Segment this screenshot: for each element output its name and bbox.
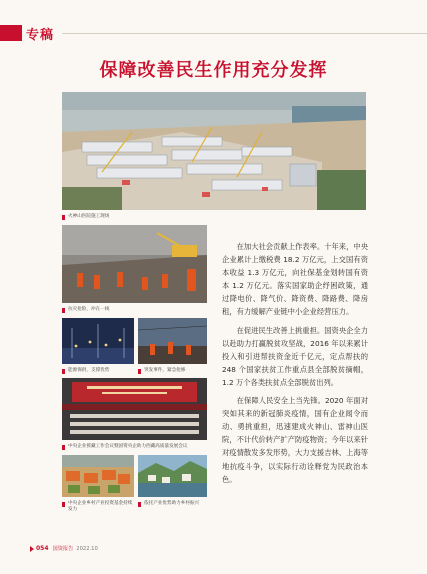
page-footer [30,545,98,552]
rescue-photo [62,225,207,303]
page-number: 054 [36,545,49,552]
column-label: 专稿 [26,27,55,43]
caption-market: 中央企业乡村产业投资基金持续发力 [62,501,136,513]
column-tag [0,24,54,42]
paragraph-social-contribution: 在加大社会贡献上作表率。十年来，中央企业累计上缴税费 18.2 万亿元，上交国有资本收益 1.3 万亿元，向社保基金划转国有资本 1.2 万亿元。落实国家助企纾困政策，通过降电价、降气价、降资费、降路费、降房租，有力缓解产业链中小企业经营压力。 [222,242,368,317]
paragraph-public-safety: 在保障人民安全上当先锋。2020 年面对突如其来的新冠肺炎疫情，国有企业闻令而动、勇挑重担，迅速建成火神山、雷神山医院，不计代价转产扩产防疫物资；今年以来针对疫情散发多发形势，大力支援吉林、上海等地抗疫斗争，以实际行动诠释党为民政治本色。 [222,396,368,484]
magazine-name: 国资报告 [52,546,74,552]
page-marker-icon [30,546,34,552]
caption-energy: 能源保供，支撑优势 [62,368,136,374]
caption-village: 依托产业优势助力乡村振兴 [138,501,210,507]
article-body [222,240,368,491]
market-photo [62,455,134,497]
caption-hospital: 火神山医院施工现场 [62,214,182,220]
column-tag-bar [0,25,22,41]
emergency-photo [138,318,207,364]
meeting-photo [62,378,207,440]
header-rule [62,33,427,34]
energy-photo [62,318,134,364]
village-photo [138,455,207,497]
caption-emergency: 突发事件，紧急抢修 [138,368,208,374]
caption-meeting: 中央企业援藏工作会议暨国资央企助力西藏高质量发展会议 [62,444,212,450]
article-title: 保障改善民生作用充分发挥 [99,60,328,81]
hospital-construction-photo [62,92,366,210]
paragraph-livelihood: 在促进民生改善上挑重担。国资央企全力以赴助力打赢脱贫攻坚战，2016 年以来累计投入和引进帮扶资金近千亿元，定点帮扶的 248 个国家扶贫工作重点县全部脱贫摘帽，1.2 万个各类扶贫点全部脱贫出列。 [222,325,368,387]
caption-rescue: 抗灾抢险，冲在一线 [62,307,182,313]
issue-date: 2022.10 [76,545,98,552]
